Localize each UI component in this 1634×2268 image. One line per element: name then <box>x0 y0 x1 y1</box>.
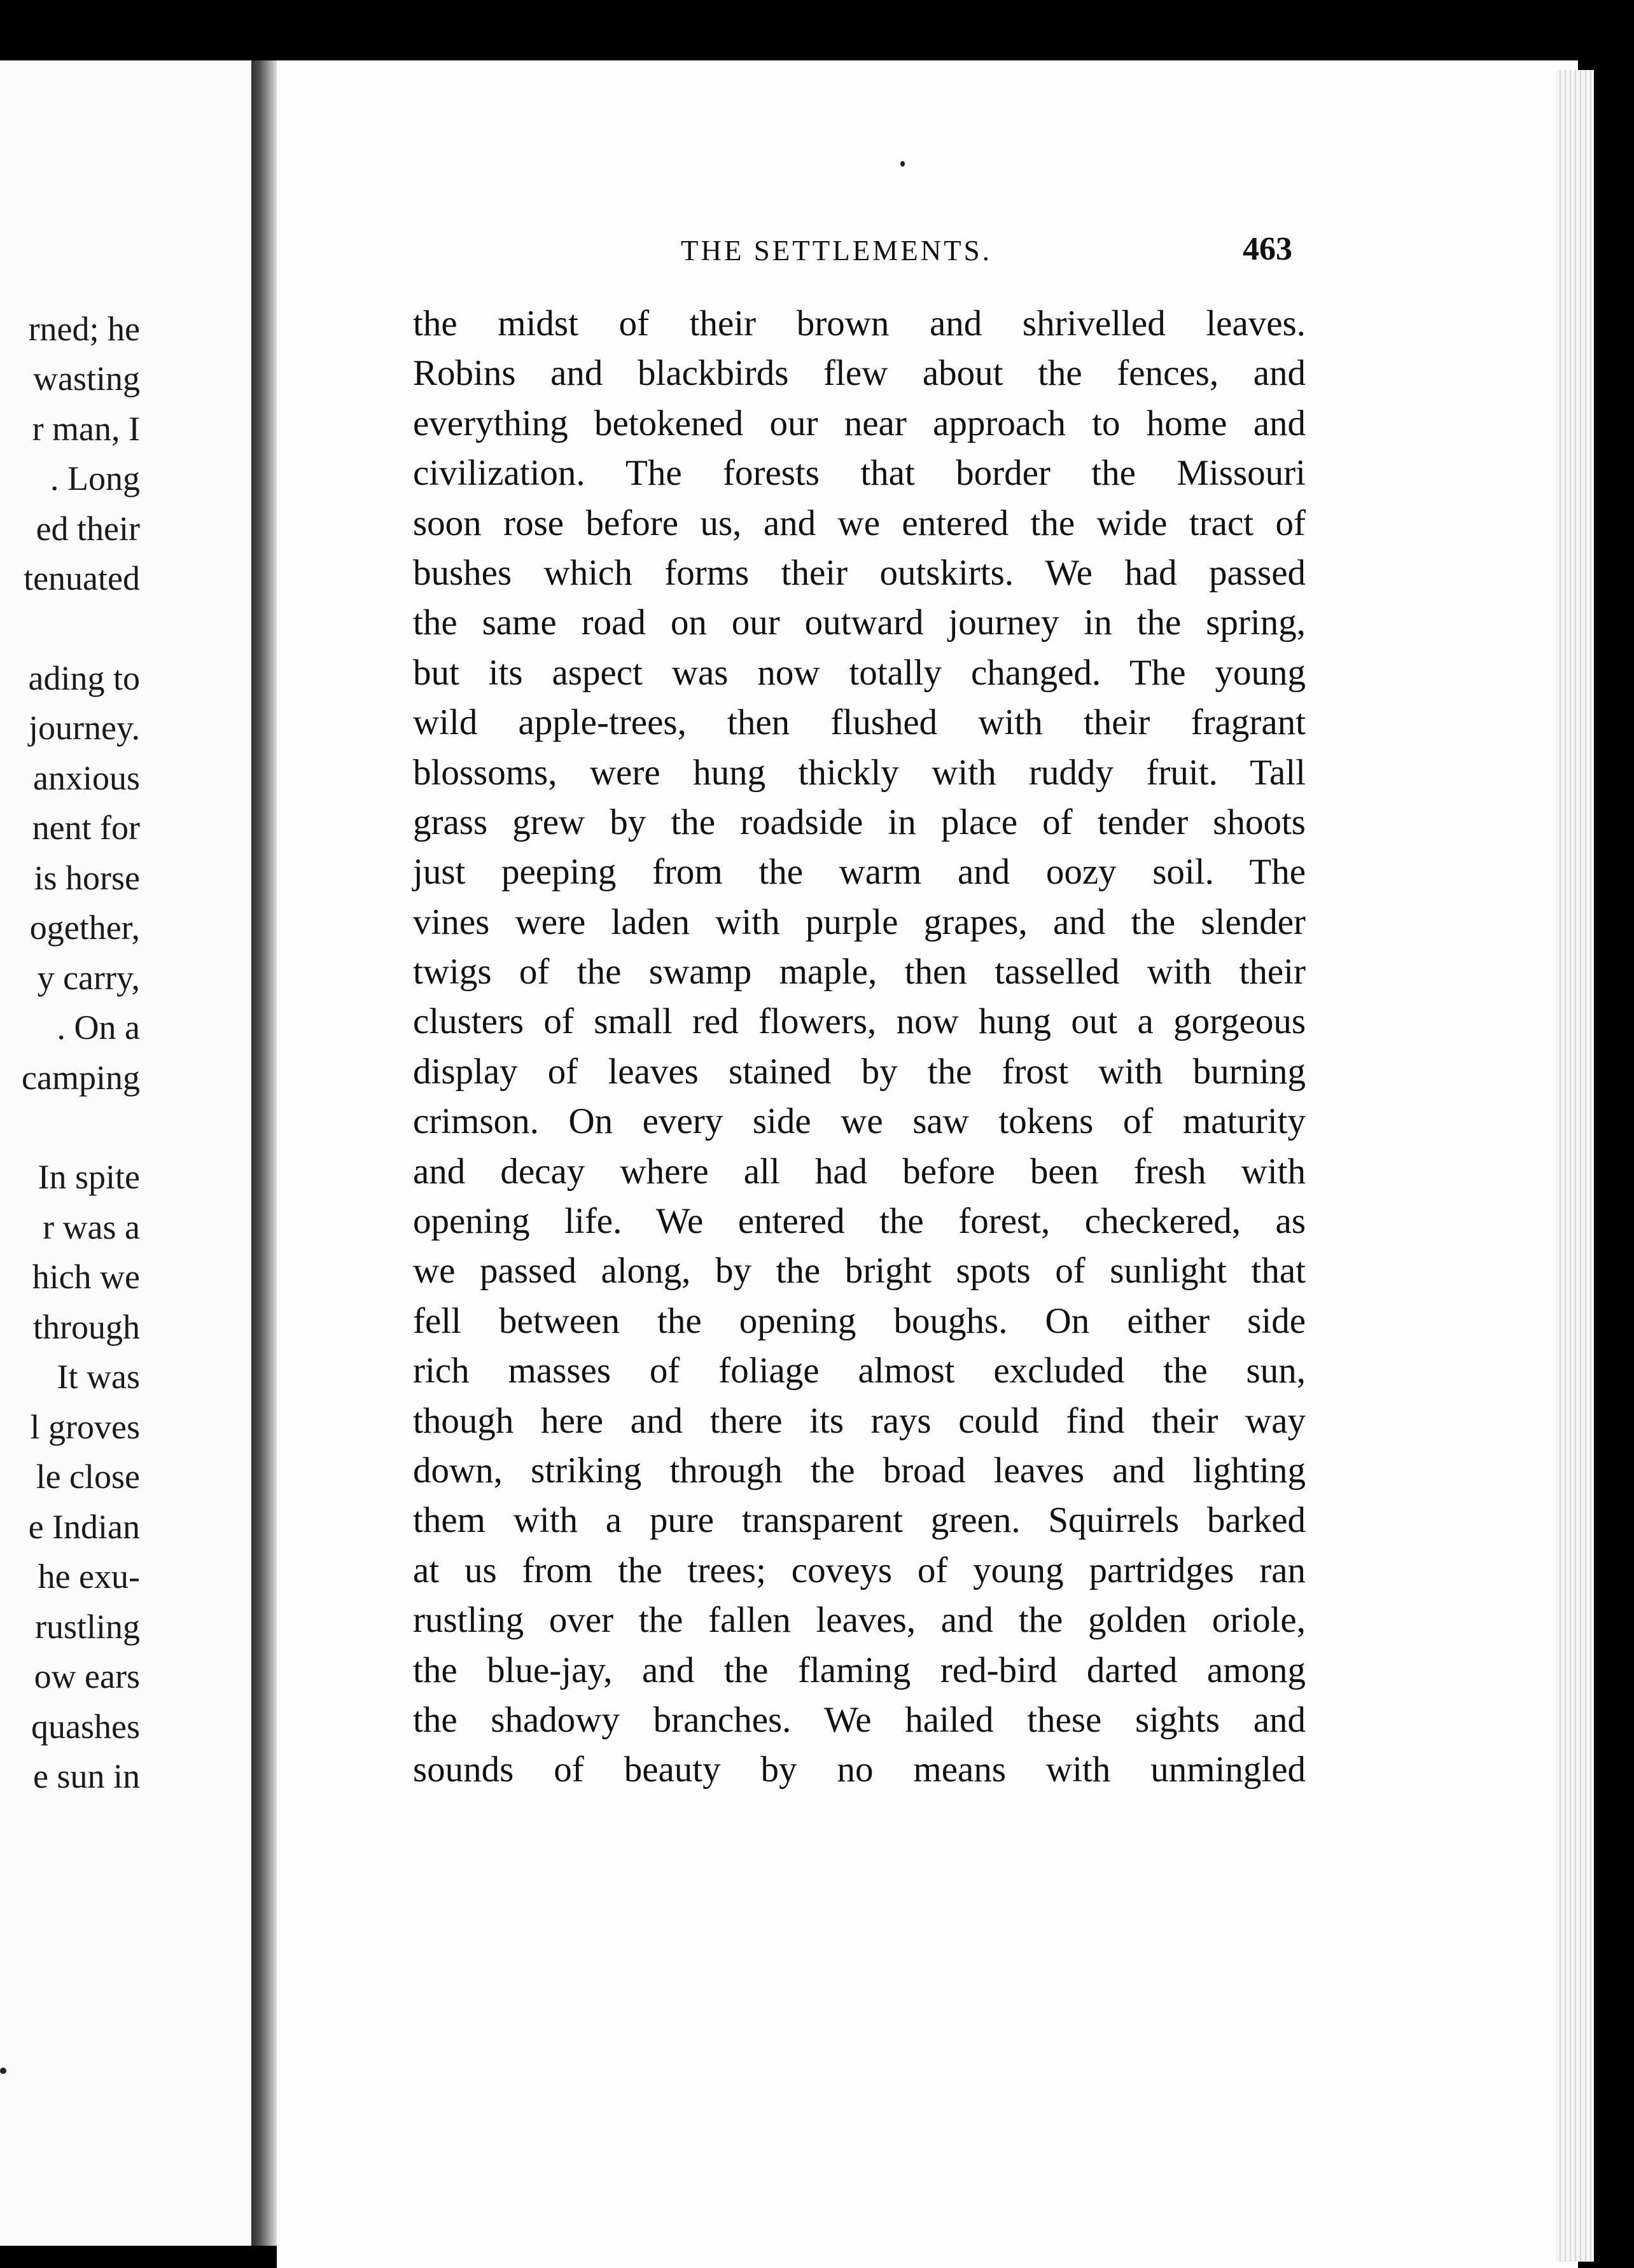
book-gutter <box>251 60 277 2246</box>
text-line: crimson. On every side we saw tokens of maturity <box>413 1101 1306 1142</box>
left-page-line: le close <box>36 1458 140 1496</box>
text-line: vines were laden with purple grapes, and the slender <box>413 901 1306 942</box>
running-head: THE SETTLEMENTS. <box>681 235 992 267</box>
text-line: blossoms, were hung thickly with ruddy fruit. Tall <box>413 752 1306 793</box>
text-line: sounds of beauty by no means with unmingled <box>413 1750 1306 1790</box>
text-line: twigs of the swamp maple, then tasselled with their <box>413 952 1306 992</box>
page-number: 463 <box>1243 231 1292 267</box>
text-line: soon rose before us, and we entered the wide tract of <box>413 503 1306 543</box>
text-line: clusters of small red flowers, now hung out a gorgeous <box>413 1001 1306 1042</box>
text-line: rich masses of foliage almost excluded the sun, <box>413 1351 1306 1391</box>
left-page-line: through <box>33 1308 140 1346</box>
speck <box>0 2068 6 2074</box>
left-page-line: is horse <box>34 859 140 897</box>
left-page-line: r was a <box>43 1208 140 1246</box>
text-line: the blue-jay, and the flaming red-bird darted among <box>413 1650 1306 1690</box>
left-page-line: rned; he <box>28 310 140 348</box>
left-page-line: . On a <box>57 1008 140 1047</box>
left-page-line: ading to <box>28 659 140 697</box>
page-edge <box>1556 70 1594 2262</box>
left-page-line: rustling <box>34 1608 140 1646</box>
text-line: them with a pure transparent green. Squirrels barked <box>413 1500 1306 1541</box>
left-page-line: r man, I <box>32 410 140 448</box>
left-page-line: y carry, <box>37 959 140 997</box>
text-line: bushes which forms their outskirts. We had passed <box>413 552 1306 593</box>
body-text <box>413 299 1306 1795</box>
left-page <box>0 60 251 2246</box>
text-line: the same road on our outward journey in the spring, <box>413 602 1306 643</box>
left-page-line: ogether, <box>29 908 140 947</box>
left-page-line: ow ears <box>34 1657 140 1695</box>
left-page-line: wasting <box>33 359 140 398</box>
left-page-line: e sun in <box>33 1757 140 1795</box>
text-line: civilization. The forests that border the Missouri <box>413 453 1306 494</box>
text-line: the midst of their brown and shrivelled leaves. <box>413 303 1306 344</box>
text-line: rustling over the fallen leaves, and the golden oriole, <box>413 1600 1306 1641</box>
left-page-line: It was <box>57 1358 140 1396</box>
text-line: opening life. We entered the forest, checkered, as <box>413 1201 1306 1242</box>
left-page-line: hich we <box>32 1258 140 1296</box>
left-page-line: . Long <box>50 459 140 497</box>
text-line: though here and there its rays could find their way <box>413 1400 1306 1441</box>
text-line: grass grew by the roadside in place of tender shoots <box>413 802 1306 842</box>
left-page-line: l groves <box>30 1408 140 1446</box>
left-page-line: e Indian <box>28 1508 140 1546</box>
text-line: at us from the trees; coveys of young partridges ran <box>413 1550 1306 1590</box>
text-line: display of leaves stained by the frost with burning <box>413 1051 1306 1092</box>
text-line: down, striking through the broad leaves and lighting <box>413 1450 1306 1491</box>
left-page-line: ed their <box>36 510 140 548</box>
text-line: just peeping from the warm and oozy soil. The <box>413 852 1306 893</box>
left-page-line: tenuated <box>24 559 140 597</box>
text-line: wild apple-trees, then flushed with their fragrant <box>413 702 1306 743</box>
text-line: fell between the opening boughs. On either side <box>413 1300 1306 1341</box>
left-page-line: camping <box>22 1059 140 1097</box>
left-page-line: he exu- <box>38 1557 140 1596</box>
left-page-line: anxious <box>33 759 140 797</box>
text-line: and decay where all had before been fresh with <box>413 1151 1306 1192</box>
left-page-line: journey. <box>29 709 140 747</box>
text-line: but its aspect was now totally changed. The young <box>413 652 1306 693</box>
speck <box>900 161 905 167</box>
left-page-line: In spite <box>38 1158 140 1196</box>
left-page-line: quashes <box>31 1708 140 1746</box>
text-line: we passed along, by the bright spots of sunlight that <box>413 1251 1306 1291</box>
left-page-line: nent for <box>32 809 140 847</box>
text-line: Robins and blackbirds flew about the fences, and <box>413 353 1306 394</box>
text-line: everything betokened our near approach to home and <box>413 403 1306 443</box>
text-line: the shadowy branches. We hailed these sights and <box>413 1699 1306 1740</box>
